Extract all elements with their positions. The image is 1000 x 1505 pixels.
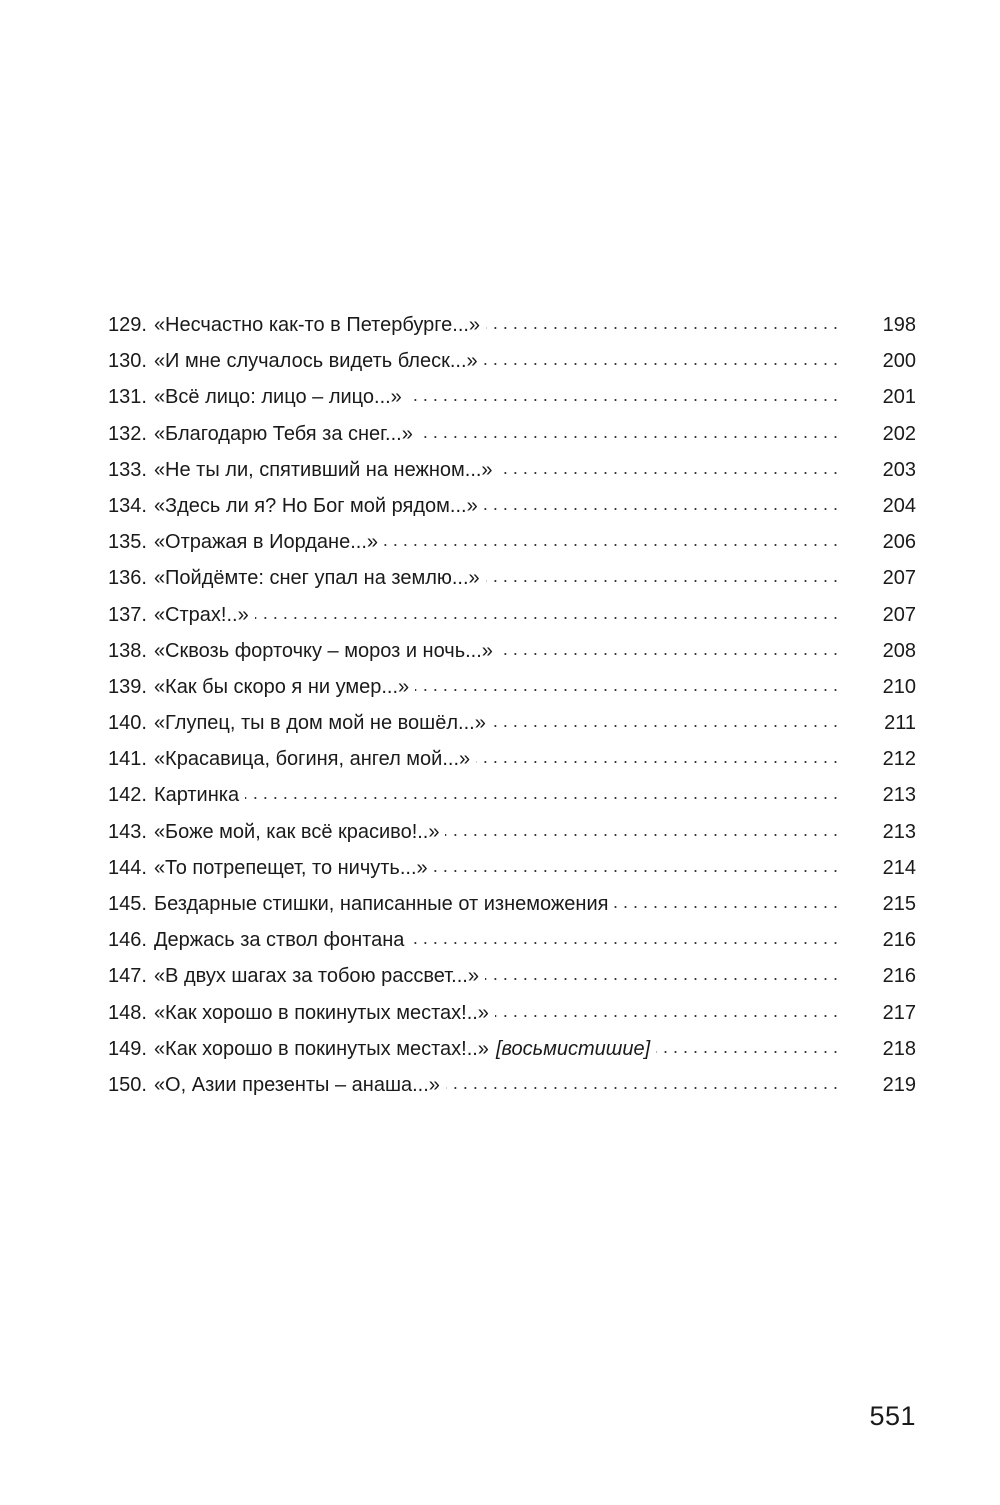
toc-entry-title: «Как бы скоро я ни умер...» <box>153 675 410 698</box>
toc-entry-number: 139. <box>108 675 147 698</box>
toc-entry-leader-dots <box>384 522 838 558</box>
toc-entry-number: 130. <box>108 350 147 373</box>
toc-entry-title: «Отражая в Иордане...» <box>153 531 379 554</box>
toc-entry <box>108 343 916 379</box>
toc-entry-leader-dots <box>485 956 838 992</box>
toc-entry-number: 143. <box>108 820 147 843</box>
toc-entry-leader-dots <box>445 812 838 848</box>
toc-entry-leader-dots <box>446 1065 838 1101</box>
table-of-contents <box>108 307 916 1103</box>
toc-entry <box>108 597 916 633</box>
toc-entry-title: «Страх!..» <box>153 603 249 626</box>
toc-entry-leader-dots <box>484 486 838 522</box>
toc-entry-page: 213 <box>882 820 916 843</box>
toc-entry <box>108 922 916 958</box>
toc-entry-title: «Несчастно как-то в Петербурге...» <box>153 314 481 336</box>
toc-entry-leader-dots <box>492 703 838 739</box>
toc-entry-leader-dots <box>245 775 838 811</box>
toc-entry <box>108 524 916 560</box>
toc-entry <box>108 958 916 994</box>
toc-entry-note: [восьмистишие] <box>495 1037 651 1060</box>
toc-entry <box>108 1067 916 1103</box>
toc-entry-number: 133. <box>108 458 147 481</box>
toc-entry <box>108 307 916 343</box>
toc-entry-title: «И мне случалось видеть блеск...» <box>153 350 478 373</box>
toc-entry-page: 215 <box>882 893 916 915</box>
toc-entry-number: 129. <box>108 314 147 336</box>
toc-entry-title: «Как хорошо в покинутых местах!..» <box>153 1001 489 1024</box>
toc-entry-page: 210 <box>882 675 916 698</box>
toc-entry-leader-dots <box>484 341 838 377</box>
toc-entry-title: «Как хорошо в покинутых местах!..» <box>153 1037 489 1060</box>
toc-entry-leader-dots <box>495 993 838 1029</box>
toc-entry-leader-dots <box>410 920 838 956</box>
toc-entry-title: «О, Азии презенты – анаша...» <box>153 1073 440 1096</box>
toc-entry-page: 207 <box>882 603 916 626</box>
toc-entry <box>108 452 916 488</box>
toc-entry-leader-dots <box>499 631 838 667</box>
toc-entry-number: 142. <box>108 784 147 807</box>
toc-entry-page: 206 <box>882 531 916 554</box>
toc-entry-page: 202 <box>882 422 916 445</box>
toc-entry <box>108 741 916 777</box>
toc-entry-number: 141. <box>108 748 147 771</box>
toc-entry-leader-dots <box>419 414 838 450</box>
toc-entry-leader-dots <box>434 848 838 884</box>
toc-entry-number: 147. <box>108 965 147 988</box>
toc-entry <box>108 886 916 922</box>
toc-entry-page: 204 <box>882 494 916 517</box>
toc-entry-leader-dots <box>415 667 838 703</box>
toc-entry-leader-dots <box>656 1029 838 1065</box>
toc-entry-page: 208 <box>882 639 916 662</box>
toc-entry-number: 144. <box>108 856 147 879</box>
toc-entry-title: «Здесь ли я? Но Бог мой рядом...» <box>153 494 478 517</box>
toc-entry-number: 150. <box>108 1073 147 1096</box>
toc-entry <box>108 669 916 705</box>
toc-entry-page: 216 <box>882 929 916 952</box>
toc-entry-page: 207 <box>882 567 916 590</box>
toc-entry <box>108 814 916 850</box>
toc-entry-title: «То потрепещет, то ничуть...» <box>153 856 428 879</box>
toc-entry-leader-dots <box>476 739 838 775</box>
toc-entry-number: 140. <box>108 712 147 735</box>
toc-entry-title: Картинка <box>153 784 240 807</box>
toc-entry <box>108 560 916 596</box>
toc-entry-title: «Благодарю Тебя за снег...» <box>153 422 413 445</box>
toc-entry-page: 203 <box>882 458 916 481</box>
page-number: 551 <box>869 1401 916 1431</box>
toc-entry <box>108 416 916 452</box>
toc-entry-page: 218 <box>882 1037 916 1060</box>
toc-entry-title: «Глупец, ты в дом мой не вошёл...» <box>153 712 486 735</box>
toc-entry-number: 134. <box>108 494 147 517</box>
toc-entry-number: 138. <box>108 639 147 662</box>
toc-entry-number: 149. <box>108 1037 147 1060</box>
toc-entry-leader-dots <box>486 305 838 341</box>
toc-entry-number: 132. <box>108 422 147 445</box>
toc-entry-page: 216 <box>882 965 916 988</box>
toc-entry-number: 136. <box>108 567 147 590</box>
toc-entry-title: «Сквозь форточку – мороз и ночь...» <box>153 639 493 662</box>
toc-entry-title: «Всё лицо: лицо – лицо...» <box>153 386 402 409</box>
toc-entry <box>108 777 916 813</box>
toc-entry-page: 214 <box>882 856 916 879</box>
toc-entry-page: 219 <box>882 1073 916 1096</box>
toc-entry-page: 212 <box>882 748 916 771</box>
toc-entry-leader-dots <box>486 558 838 594</box>
toc-entry-number: 137. <box>108 603 147 626</box>
toc-entry-page: 200 <box>882 350 916 373</box>
toc-entry <box>108 705 916 741</box>
toc-entry <box>108 995 916 1031</box>
toc-entry-leader-dots <box>255 595 838 631</box>
toc-entry-page: 217 <box>882 1001 916 1024</box>
toc-entry-page: 213 <box>882 784 916 807</box>
toc-entry-number: 145. <box>108 893 147 915</box>
toc-entry-number: 148. <box>108 1001 147 1024</box>
toc-entry-number: 135. <box>108 531 147 554</box>
toc-entry-page: 211 <box>884 712 916 735</box>
toc-entry-title: Держась за ствол фонтана <box>153 929 405 952</box>
toc-entry <box>108 633 916 669</box>
toc-entry-leader-dots <box>614 884 838 920</box>
toc-entry-title: «Красавица, богиня, ангел мой...» <box>153 748 471 771</box>
toc-entry-title: Бездарные стишки, написанные от изнеможения <box>153 893 609 915</box>
toc-entry-leader-dots <box>408 377 838 413</box>
toc-entry-title: «Боже мой, как всё красиво!..» <box>153 820 440 843</box>
toc-entry <box>108 850 916 886</box>
toc-entry <box>108 379 916 415</box>
toc-entry <box>108 1031 916 1067</box>
toc-entry-page: 201 <box>882 386 916 409</box>
toc-entry-number: 131. <box>108 386 147 409</box>
toc-entry-leader-dots <box>499 450 838 486</box>
toc-entry-page: 198 <box>882 314 916 336</box>
toc-entry-title: «Не ты ли, спятивший на нежном...» <box>153 458 493 481</box>
toc-entry-number: 146. <box>108 929 147 952</box>
toc-entry-title: «В двух шагах за тобою рассвет...» <box>153 965 479 988</box>
toc-entry-title: «Пойдёмте: снег упал на землю...» <box>153 567 480 590</box>
toc-entry <box>108 488 916 524</box>
